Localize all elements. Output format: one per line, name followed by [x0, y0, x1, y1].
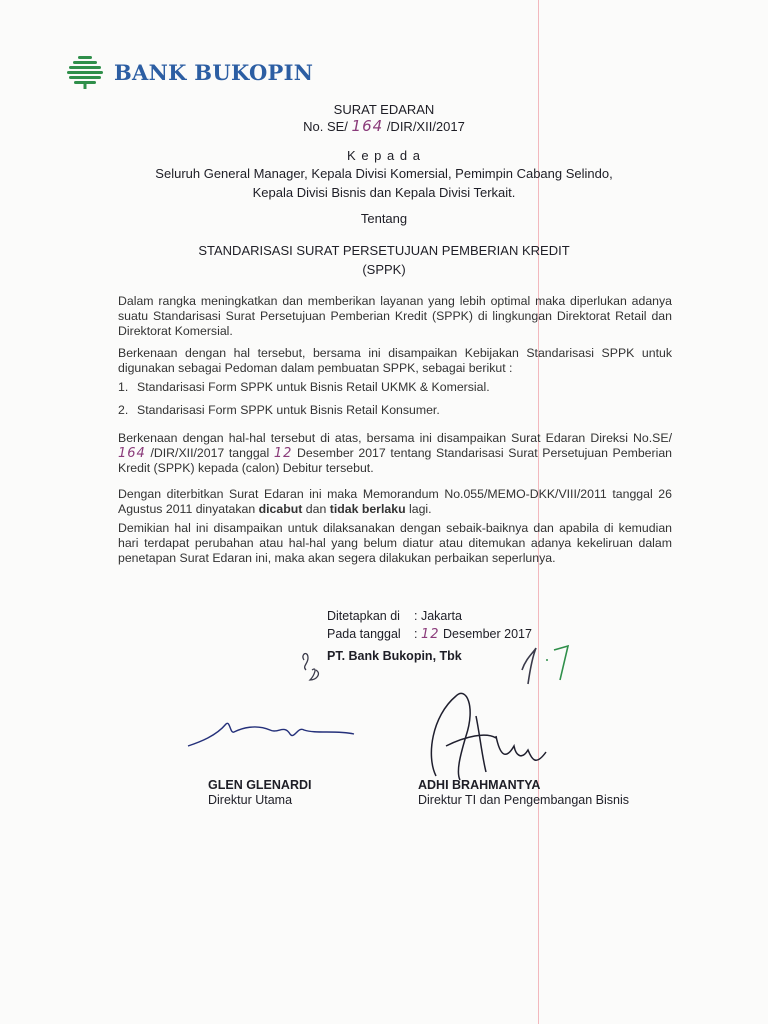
- list-item-number: 2.: [118, 403, 129, 417]
- subject-line-2: (SPPK): [362, 262, 406, 277]
- paragraph-3-handwritten-number: 164: [118, 446, 146, 462]
- paragraph-5: Demikian hal ini disampaikan untuk dilaksanakan dengan sebaik-baiknya dan apabila di kemudian hari terdapat perubahan atau hal-hal yang belum diatur atau ditemukan adanya kekeliruan dalam penetapan Surat Edaran ini, maka akan segera dilakukan perbaikan seperlunya.: [118, 521, 672, 566]
- signatory-name-1: GLEN GLENARDI: [208, 778, 312, 792]
- letter-number-prefix: No. SE/: [303, 119, 348, 134]
- company-name: PT. Bank Bukopin, Tbk: [327, 649, 462, 663]
- signatory-name-2: ADHI BRAHMANTYA: [418, 778, 541, 792]
- list-item-number: 1.: [118, 380, 129, 394]
- date-label: Pada tanggal: [327, 627, 401, 641]
- signature-glen-glenardi: [186, 712, 356, 752]
- paragraph-4-bold-1: dicabut: [258, 502, 303, 517]
- list-item-text: Standarisasi Form SPPK untuk Bisnis Retail Konsumer.: [137, 403, 440, 417]
- subject-line-1: STANDARISASI SURAT PERSETUJUAN PEMBERIAN KREDIT: [198, 243, 570, 258]
- paragraph-4-mid: dan: [305, 502, 327, 517]
- date-rest: Desember 2017: [443, 627, 532, 641]
- paragraph-4-bold-2: tidak berlaku: [329, 502, 406, 517]
- list-item: [118, 403, 440, 417]
- paragraph-3-part-c: Desember 2017 tentang Standarisasi Surat Persetujuan Pemberian Kredit (SPPK) kepada (calon) Debitur tersebut.: [118, 446, 673, 476]
- list-item-text: Standarisasi Form SPPK untuk Bisnis Retail UKMK & Komersial.: [137, 380, 490, 394]
- paragraph-4: [118, 487, 672, 517]
- bank-tree-icon: [66, 54, 104, 90]
- date-handwritten-day: 12: [420, 627, 440, 642]
- signatory-title-1: Direktur Utama: [208, 793, 293, 807]
- signatory-title-2: Direktur TI dan Pengembangan Bisnis: [418, 793, 629, 807]
- list-item: [118, 380, 490, 394]
- recipients-line-1: Seluruh General Manager, Kepala Divisi Komersial, Pemimpin Cabang Selindo,: [155, 166, 613, 181]
- bank-name: BANK BUKOPIN: [114, 59, 314, 85]
- initial-paraf-left: [296, 640, 336, 686]
- signature-adhi-brahmantya: [416, 676, 556, 786]
- paragraph-3: [118, 431, 672, 477]
- place-label: Ditetapkan di: [327, 609, 400, 623]
- kepada-label: K e p a d a: [347, 148, 421, 163]
- paragraph-3-handwritten-day: 12: [273, 446, 293, 462]
- place-value: : Jakarta: [414, 609, 462, 623]
- tentang-label: Tentang: [360, 211, 408, 226]
- paragraph-3-part-b: /DIR/XII/2017 tanggal: [150, 446, 270, 461]
- paragraph-2: Berkenaan dengan hal tersebut, bersama ini disampaikan Kebijakan Standarisasi SPPK untuk digunakan sebagai Pedoman dalam pembuatan SPPK, sebagai berikut :: [118, 346, 672, 376]
- paragraph-3-part-a: Berkenaan dengan hal-hal tersebut di atas, bersama ini disampaikan Surat Edaran Direksi No.SE/: [118, 431, 672, 445]
- paragraph-4-part-a: Dengan diterbitkan Surat Edaran ini maka Memorandum No.055/MEMO-DKK/VIII/2011 tanggal 26 Agustus 2011 dinyatakan: [118, 487, 672, 517]
- letter-type: SURAT EDARAN: [333, 102, 435, 117]
- paragraph-1: Dalam rangka meningkatkan dan memberikan layanan yang lebih optimal maka diperlukan adanya suatu Standarisasi Surat Persetujuan Pemberian Kredit (SPPK) di lingkungan Direktorat Retail dan Direktorat Komersial.: [118, 294, 672, 339]
- letter-number-suffix: /DIR/XII/2017: [386, 119, 465, 134]
- paragraph-4-end: lagi.: [409, 502, 432, 517]
- letter-number: [0, 117, 768, 135]
- date-colon: :: [414, 627, 418, 641]
- letter-number-handwritten: 164: [351, 117, 384, 135]
- bank-logo: [66, 54, 313, 90]
- recipients-line-2: Kepala Divisi Bisnis dan Kepala Divisi Terkait.: [252, 185, 516, 200]
